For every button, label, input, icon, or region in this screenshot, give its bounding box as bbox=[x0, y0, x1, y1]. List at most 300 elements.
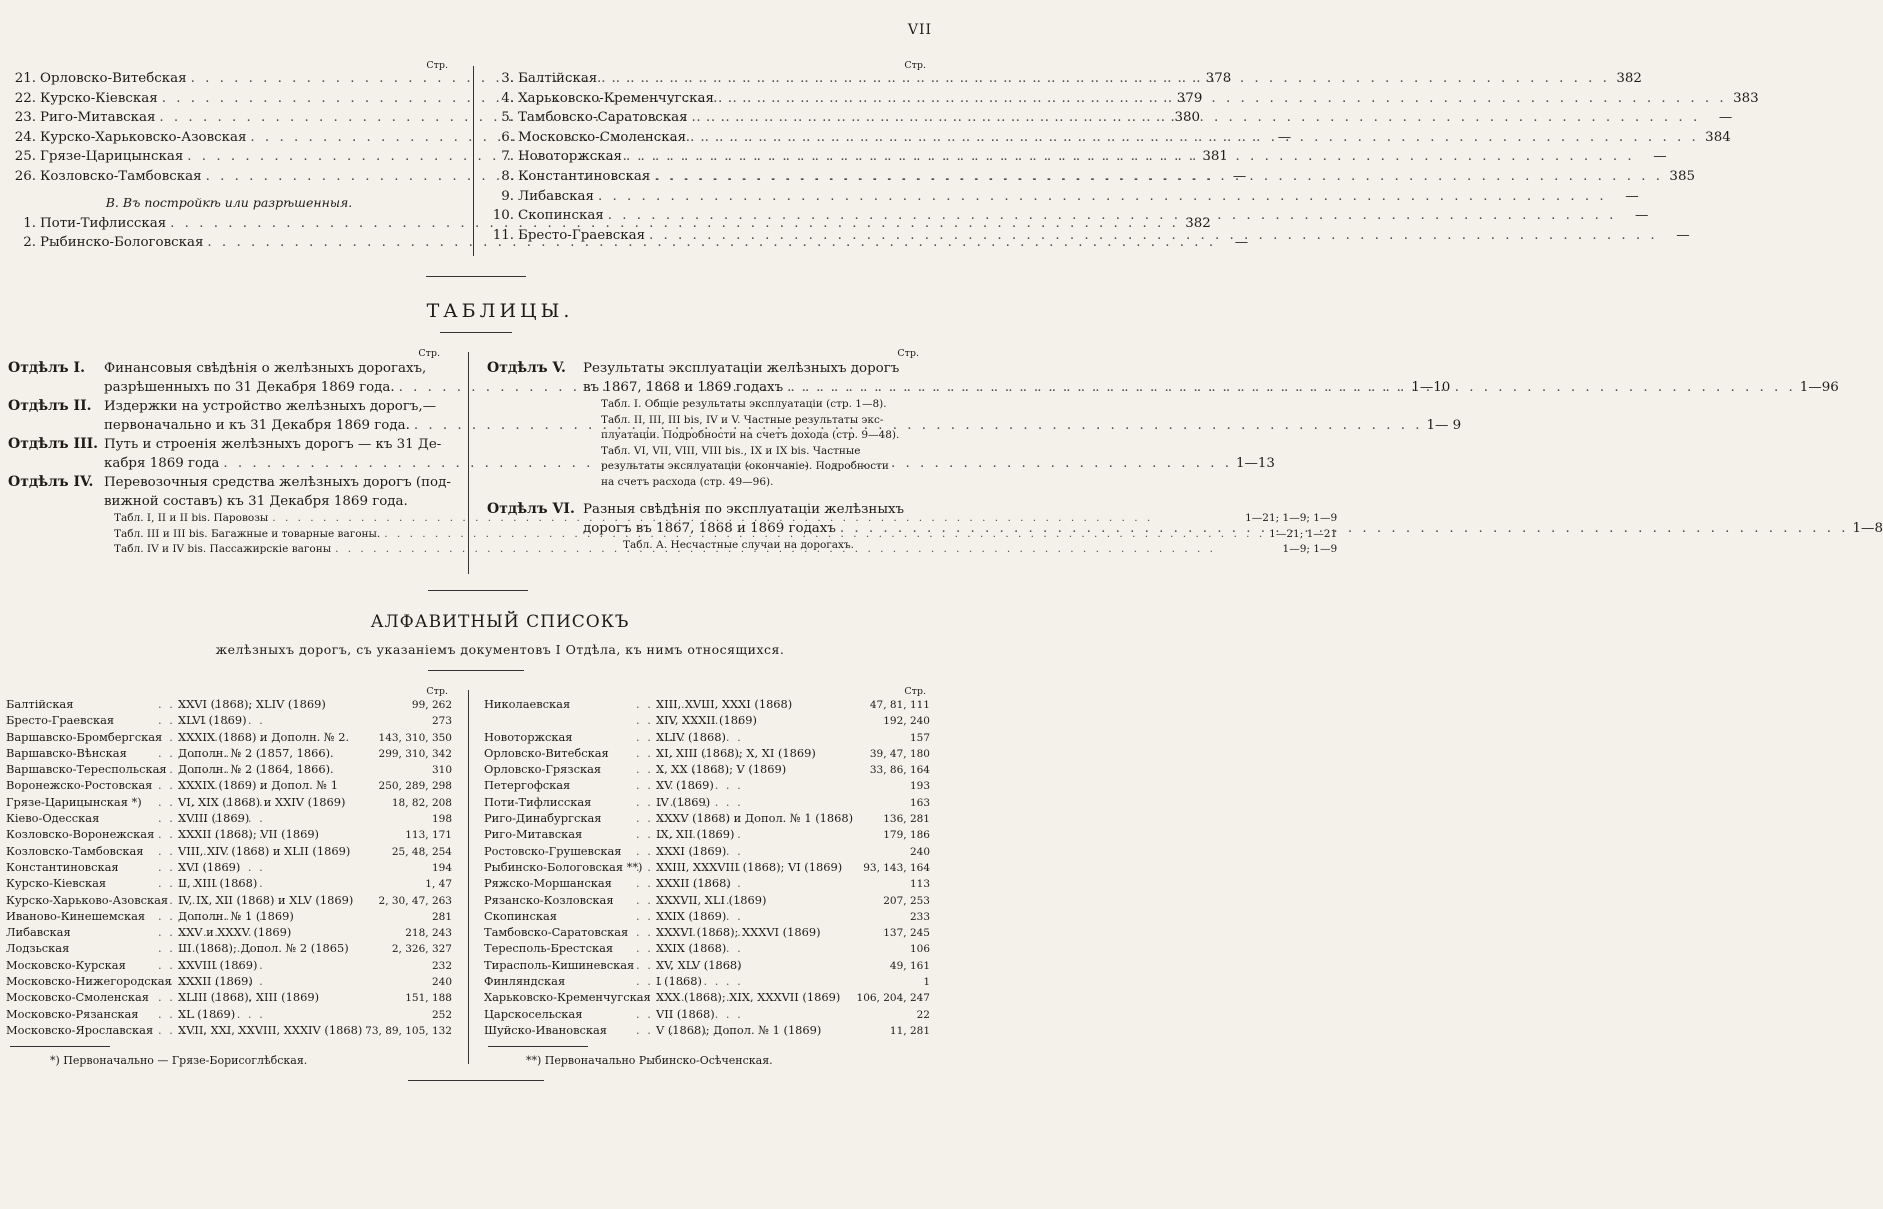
railway-name: Тамбовско-Саратовская bbox=[518, 110, 688, 126]
list-item bbox=[484, 129, 1731, 150]
page-refs: 137, 245 bbox=[883, 927, 930, 940]
leader-dots bbox=[636, 697, 656, 711]
list-item bbox=[484, 795, 930, 811]
document-refs: XIV, XXXII (1869) bbox=[656, 713, 757, 728]
list-item bbox=[484, 974, 930, 990]
railway-name: Ростовско-Грушевская bbox=[484, 843, 622, 858]
item-number: 23. bbox=[14, 110, 36, 126]
leader-dots bbox=[636, 876, 656, 890]
list-item bbox=[6, 713, 452, 729]
document-refs: XXVI (1868); XLIV (1869) bbox=[178, 697, 326, 711]
document-refs: III (1868); Допол. № 2 (1865) bbox=[178, 941, 349, 956]
leader-dots bbox=[158, 876, 178, 890]
list-item bbox=[484, 762, 930, 778]
otdel-5-line1: Результаты эксплуатаціи желѣзныхъ дорогъ bbox=[583, 361, 900, 376]
railway-name: Новоторжская bbox=[518, 149, 622, 165]
footnote-right: **) Первоначально Рыбинско-Осѣченская. bbox=[526, 1054, 773, 1067]
list-item bbox=[484, 1023, 930, 1039]
document-refs: VI, XIX (1868) и XXIV (1869) bbox=[178, 794, 346, 809]
leader-dots bbox=[158, 827, 178, 841]
alpha-left-rows bbox=[6, 697, 452, 1039]
railway-name: Московско-Курская bbox=[6, 957, 126, 972]
document-refs: XXXVII, XLI (1869) bbox=[656, 892, 767, 907]
page-refs: 49, 161 bbox=[889, 959, 930, 972]
railway-name: Козловско-Тамбовская bbox=[6, 843, 144, 858]
list-item bbox=[6, 876, 452, 892]
document-refs: XXV и XXXV (1869) bbox=[178, 925, 292, 940]
leader-dots bbox=[608, 208, 1617, 223]
alpha-title: АЛФАВИТНЫЙ СПИСОКЪ bbox=[370, 612, 630, 632]
page-refs: 240 bbox=[431, 976, 452, 989]
list-item bbox=[6, 844, 452, 860]
leader-dots bbox=[158, 941, 178, 955]
railway-name: Варшавско-Тереспольская bbox=[6, 762, 167, 777]
otdel-3-label: Отдѣлъ III. bbox=[8, 436, 99, 452]
leader-dots bbox=[158, 844, 178, 858]
page-refs: 25, 48, 254 bbox=[391, 845, 452, 858]
item-number: 2. bbox=[23, 235, 36, 251]
item-number: 22. bbox=[14, 90, 36, 106]
page-refs: 252 bbox=[431, 1008, 452, 1021]
otdel-6-line2: дорогъ въ 1867, 1868 и 1869 годахъ bbox=[583, 521, 836, 536]
page-refs: 179, 186 bbox=[883, 829, 930, 842]
list-item bbox=[484, 730, 930, 746]
item-number: 3. bbox=[501, 71, 514, 86]
page-refs: 22 bbox=[916, 1008, 930, 1021]
otdel-5-sub2b: плуатаціи. Подробности на счетъ дохода (стр. 9—48). bbox=[601, 429, 900, 441]
page-refs: 18, 82, 208 bbox=[391, 796, 452, 809]
document-refs: XIII, XVIII, XXXI (1868) bbox=[656, 697, 793, 711]
railway-name: Рыбинско-Бологовская bbox=[40, 235, 204, 251]
otdel-2-line2: первоначально и къ 31 Декабря 1869 года. bbox=[104, 418, 410, 433]
railway-name: Риго-Митавская bbox=[40, 110, 156, 126]
railway-name: Царскосельская bbox=[484, 1006, 583, 1021]
page-refs: 106 bbox=[909, 943, 930, 956]
leader-dots bbox=[636, 1023, 656, 1037]
leader-dots bbox=[158, 697, 178, 711]
list-item bbox=[6, 811, 452, 827]
leader-dots bbox=[158, 860, 178, 874]
leader-dots bbox=[158, 811, 178, 825]
document-refs: XXXI (1869) bbox=[656, 843, 727, 858]
item-number: 9. bbox=[501, 188, 514, 204]
otdel-4-line2: вижной составъ) къ 31 Декабря 1869 года. bbox=[104, 494, 408, 509]
page-refs: 11, 281 bbox=[889, 1024, 930, 1037]
page-refs: 99, 262 bbox=[411, 699, 452, 711]
otdel-2-label: Отдѣлъ II. bbox=[8, 398, 92, 414]
list-item bbox=[6, 795, 452, 811]
page-refs: 33, 86, 164 bbox=[869, 764, 930, 777]
list-item bbox=[484, 827, 930, 843]
page-ref: — bbox=[1234, 235, 1249, 251]
str-label: Стр. bbox=[418, 348, 440, 359]
otdel-3-line2: кабря 1869 года bbox=[104, 456, 220, 471]
document-refs: VII (1868) bbox=[656, 1006, 715, 1021]
railway-name: Московско-Смоленская bbox=[6, 990, 149, 1005]
leader-dots bbox=[158, 1007, 178, 1021]
railway-name: Курско-Кіевская bbox=[40, 90, 158, 106]
document-refs: I (1868) bbox=[656, 974, 702, 989]
item-number: 4. bbox=[501, 90, 514, 106]
list-item bbox=[484, 844, 930, 860]
document-refs: IV (1869) bbox=[656, 794, 711, 809]
railway-name: Финляндская bbox=[484, 974, 566, 989]
otdel-6-pages: 1—8 bbox=[1852, 521, 1883, 536]
title-underline bbox=[440, 332, 512, 333]
page-refs: 310 bbox=[431, 764, 452, 777]
railway-name: Иваново-Кинешемская bbox=[6, 908, 146, 923]
otdel-6-label: Отдѣлъ VI. bbox=[487, 501, 575, 517]
otdel-1-line2: разрѣшенныхъ по 31 Декабря 1869 года. bbox=[104, 380, 395, 395]
list-item bbox=[484, 958, 930, 974]
page-ref: — bbox=[1718, 110, 1733, 126]
document-refs: XV, XLV (1868) bbox=[656, 957, 742, 972]
list-item bbox=[484, 697, 930, 713]
otdel-4-sub1: Табл. I, II и II bis. Паровозы bbox=[114, 512, 269, 524]
str-label: Стр. bbox=[897, 348, 919, 359]
otdel-5-sub3a: Табл. VI, VII, VIII, VIII bis., IX и IX bis. Частные bbox=[601, 444, 861, 457]
leader-dots bbox=[636, 958, 656, 972]
leader-dots bbox=[626, 149, 1635, 164]
list-item bbox=[6, 909, 452, 925]
otdel-4-sub1-pages: 1—21; 1—9; 1—9 bbox=[1245, 512, 1338, 524]
footnote-left: *) Первоначально — Грязе-Борисоглѣбская. bbox=[50, 1054, 308, 1067]
railway-name: Курско-Кіевская bbox=[6, 876, 107, 891]
item-number: 11. bbox=[492, 227, 514, 243]
railway-name: Скопинская bbox=[518, 208, 604, 224]
railway-name: Риго-Митавская bbox=[484, 827, 583, 842]
page-ref: 382 bbox=[1616, 71, 1642, 86]
otdel-5-label: Отдѣлъ V. bbox=[487, 360, 566, 376]
list-item bbox=[6, 827, 452, 843]
page-refs: 136, 281 bbox=[883, 813, 930, 826]
railway-name: Балтійская bbox=[6, 697, 74, 711]
page-refs: 240 bbox=[909, 845, 930, 858]
item-number: 5. bbox=[501, 110, 514, 126]
list-item bbox=[484, 713, 930, 729]
document-refs: XXIII, XXXVIII (1868); VI (1869) bbox=[656, 859, 843, 874]
leader-dots bbox=[636, 893, 656, 907]
item-number: 25. bbox=[14, 149, 36, 165]
railway-name: Московско-Рязанская bbox=[6, 1006, 139, 1021]
otdel-4-line1: Перевозочныя средства желѣзныхъ дорогъ (под- bbox=[104, 475, 451, 490]
document-refs: XXXIX (1869) и Допол. № 1 bbox=[178, 778, 338, 793]
alpha-list-right bbox=[484, 686, 930, 1039]
list-item bbox=[6, 778, 452, 794]
railway-name: Тирасполь-Кишиневская bbox=[484, 957, 635, 972]
document-refs: XL (1869) bbox=[178, 1006, 236, 1021]
document-refs: IX, XII (1869) bbox=[656, 827, 735, 842]
leader-dots bbox=[654, 169, 1663, 184]
list-item bbox=[484, 893, 930, 909]
railway-name: Риго-Динабургская bbox=[484, 811, 602, 826]
list-item bbox=[6, 974, 452, 990]
page-refs: 113, 171 bbox=[405, 829, 452, 842]
otdel-3-line1: Путь и строенія желѣзныхъ дорогъ — къ 31 Де- bbox=[104, 437, 442, 452]
page-ref: 384 bbox=[1705, 129, 1731, 145]
page-refs: 194 bbox=[431, 861, 452, 874]
alpha-divider bbox=[468, 690, 469, 1064]
railway-name: Петергофская bbox=[484, 778, 571, 793]
railway-name: Козловско-Тамбовская bbox=[40, 168, 202, 184]
list-item bbox=[484, 746, 930, 762]
list-item bbox=[484, 941, 930, 957]
otdel-5-sub3c: на счетъ расхода (стр. 49—96). bbox=[601, 475, 774, 488]
railway-name: Рязанско-Козловская bbox=[484, 892, 614, 907]
document-refs: VIII, XIV (1868) и XLII (1869) bbox=[178, 843, 351, 858]
page-refs: 207, 253 bbox=[883, 894, 930, 907]
otdel-1-label: Отдѣлъ I. bbox=[8, 360, 85, 376]
page-refs: 2, 326, 327 bbox=[391, 943, 452, 956]
leader-dots bbox=[158, 958, 178, 972]
document-refs: Дополн. № 1 (1869) bbox=[178, 908, 294, 923]
leader-dots bbox=[636, 1007, 656, 1021]
railway-name: Грязе-Царицынская *) bbox=[6, 794, 142, 809]
otdel-6-line1: Разныя свѣдѣнія по эксплуатаціи желѣзныхъ bbox=[583, 502, 905, 517]
leader-dots bbox=[636, 860, 656, 874]
leader-dots bbox=[692, 110, 1701, 125]
document-refs: V (1868); Допол. № 1 (1869) bbox=[656, 1022, 822, 1037]
page-ref: 378 bbox=[1205, 71, 1232, 86]
page-refs: 39, 47, 180 bbox=[869, 747, 930, 760]
leader-dots bbox=[636, 990, 656, 1004]
list-item bbox=[484, 1007, 930, 1023]
item-number: 21. bbox=[14, 71, 36, 86]
document-refs: XXIX (1869) bbox=[656, 908, 727, 923]
document-refs: X, XX (1868); V (1869) bbox=[656, 762, 787, 777]
leader-dots bbox=[636, 925, 656, 939]
otdel-5-line2: въ 1867, 1868 и 1869 годахъ bbox=[583, 380, 784, 395]
document-refs: XVII, XXI, XXVIII, XXXIV (1868) bbox=[178, 1022, 363, 1037]
railway-name: Тамбовско-Саратовская bbox=[484, 925, 629, 940]
leader-dots bbox=[690, 130, 1699, 145]
railway-name: Курско-Харьковско-Азовская bbox=[40, 129, 247, 145]
str-label: Стр. bbox=[904, 60, 926, 71]
otdel-5-sub3b: результаты эксплуатаціи (окончаніе). Подробности bbox=[601, 460, 889, 472]
railway-name: Московско-Ярославская bbox=[6, 1022, 154, 1037]
leader-dots bbox=[636, 827, 656, 841]
document-refs: XLIII (1868), XIII (1869) bbox=[178, 990, 320, 1005]
document-refs: XXX (1868); XIX, XXXVII (1869) bbox=[656, 990, 841, 1005]
leader-dots bbox=[636, 795, 656, 809]
otdel-4-sub2: Табл. III и III bis. Багажные и товарные вагоны. bbox=[114, 527, 381, 540]
item-number: 26. bbox=[14, 168, 36, 184]
railway-name: Новоторжская bbox=[484, 729, 573, 744]
list-item bbox=[484, 990, 930, 1006]
railway-name: Балтійская bbox=[518, 71, 598, 86]
page-refs: 2, 30, 47, 263 bbox=[378, 894, 452, 907]
page-refs: 232 bbox=[431, 959, 452, 972]
list-item bbox=[6, 893, 452, 909]
otdel-6-sub1: Табл. А. Несчастные случаи на дорогахъ. bbox=[623, 539, 854, 551]
otdel-4-label: Отдѣлъ IV. bbox=[8, 474, 94, 490]
leader-dots bbox=[636, 811, 656, 825]
page-refs: 143, 310, 350 bbox=[378, 731, 452, 744]
document-refs: XVI (1869) bbox=[178, 859, 241, 874]
leader-dots bbox=[598, 189, 1607, 204]
document-refs: XXXII (1868) bbox=[656, 876, 731, 891]
leader-dots bbox=[158, 909, 178, 923]
document-refs: XXXVI (1868); XXXVI (1869) bbox=[656, 925, 821, 940]
list-item bbox=[6, 730, 452, 746]
leader-dots bbox=[158, 1023, 178, 1037]
alpha-subtitle: желѣзныхъ дорогъ, съ указаніемъ документовъ I Отдѣла, къ нимъ относящихся. bbox=[215, 642, 785, 657]
page-refs: 233 bbox=[909, 910, 930, 923]
railway-name: Воронежско-Ростовская bbox=[6, 778, 153, 793]
otdel-3-pages: 1—13 bbox=[1236, 456, 1275, 471]
otdel-4-sub3-pages: 1—9; 1—9 bbox=[1282, 543, 1338, 555]
alpha-list-left bbox=[6, 686, 452, 1039]
document-refs: XLIV (1868) bbox=[656, 729, 726, 744]
railway-name: Поти-Тифлисская bbox=[40, 215, 167, 231]
list-item bbox=[6, 925, 452, 941]
page-refs: 193 bbox=[909, 780, 930, 793]
list-item bbox=[6, 990, 452, 1006]
divider-rule bbox=[426, 276, 526, 277]
str-label: Стр. bbox=[426, 60, 448, 71]
leader-dots bbox=[158, 713, 178, 727]
railway-name: Скопинская bbox=[484, 908, 557, 923]
railway-name: Рыбинско-Бологовская **) bbox=[484, 859, 643, 874]
list-item bbox=[6, 697, 452, 713]
page-refs: 273 bbox=[431, 715, 452, 728]
leader-dots bbox=[649, 228, 1658, 243]
subtitle-underline bbox=[428, 670, 524, 671]
document-refs: II, XIII (1868) bbox=[178, 876, 258, 891]
railway-name: Орловско-Витебская bbox=[484, 745, 609, 760]
leader-dots bbox=[636, 746, 656, 760]
page-ref: 380 bbox=[1174, 110, 1201, 126]
leader-dots bbox=[158, 762, 178, 776]
railway-name: Николаевская bbox=[484, 697, 571, 711]
railway-name: Либавская bbox=[518, 188, 594, 204]
railway-name: Варшавско-Вѣнская bbox=[6, 745, 127, 760]
page-refs: 299, 310, 342 bbox=[378, 747, 452, 760]
otdel-2-line1: Издержки на устройство желѣзныхъ дорогъ,— bbox=[104, 399, 437, 414]
alpha-right-rows bbox=[484, 697, 930, 1039]
tables-divider bbox=[468, 352, 469, 574]
document-refs: XXIX (1868) bbox=[656, 941, 727, 956]
page-ref: — bbox=[1653, 149, 1667, 165]
tables-title: ТАБЛИЦЫ. bbox=[426, 300, 574, 322]
leader-dots bbox=[636, 909, 656, 923]
leader-dots bbox=[158, 974, 178, 988]
page-ref: — bbox=[1277, 129, 1292, 145]
page-refs: 113 bbox=[909, 878, 930, 891]
leader-dots bbox=[636, 762, 656, 776]
page-ref: 379 bbox=[1176, 90, 1203, 106]
item-number: 8. bbox=[501, 168, 514, 184]
page-number: VII bbox=[907, 22, 932, 38]
page-ref: 383 bbox=[1733, 90, 1759, 106]
leader-dots bbox=[158, 990, 178, 1004]
str-label: Стр. bbox=[904, 686, 926, 697]
page-refs: 198 bbox=[431, 813, 452, 826]
otdel-5-sub2a: Табл. II, III, III bis, IV и V. Частные результаты экс- bbox=[601, 413, 884, 426]
otdel-5-sub1: Табл. I. Общіе результаты эксплуатаціи (стр. 1—8). bbox=[601, 398, 887, 410]
page-refs: 106, 204, 247 bbox=[856, 992, 930, 1005]
list-item bbox=[6, 860, 452, 876]
railway-name: Кіево-Одесская bbox=[6, 811, 100, 826]
railway-name: Бресто-Граевская bbox=[6, 713, 115, 728]
footnote-rule bbox=[10, 1046, 110, 1047]
divider-rule bbox=[428, 590, 528, 591]
page-refs: 218, 243 bbox=[405, 927, 452, 940]
document-refs: XXVIII (1869) bbox=[178, 957, 258, 972]
list-item bbox=[484, 778, 930, 794]
otdel-2-pages: 1— 9 bbox=[1426, 418, 1462, 433]
railway-name: Козловско-Воронежская bbox=[6, 827, 155, 842]
railway-name: Константиновская bbox=[6, 859, 119, 874]
leader-dots bbox=[636, 974, 656, 988]
item-number: 10. bbox=[492, 208, 514, 224]
footnote-rule bbox=[488, 1046, 588, 1047]
leader-dots bbox=[158, 746, 178, 760]
railway-name: Тересполь-Брестская bbox=[484, 941, 614, 956]
railway-name: Ряжско-Моршанская bbox=[484, 876, 612, 891]
list-item bbox=[484, 168, 1695, 189]
page-refs: 157 bbox=[909, 731, 930, 744]
document-refs: XV (1869) bbox=[656, 778, 714, 793]
item-number: 1. bbox=[23, 215, 36, 231]
item-number: 7. bbox=[501, 149, 514, 165]
page-refs: 1, 47 bbox=[425, 878, 452, 891]
list-item bbox=[484, 925, 930, 941]
leader-dots bbox=[636, 778, 656, 792]
document-refs: XXXII (1869) bbox=[178, 974, 253, 989]
leader-dots bbox=[636, 730, 656, 744]
leader-dots bbox=[718, 91, 1727, 106]
railway-name: Орловско-Витебская bbox=[40, 71, 187, 86]
page-ref: — bbox=[1635, 208, 1649, 224]
otdel-5-pages: 1—96 bbox=[1799, 380, 1839, 395]
otdel-1-pages: 1—10 bbox=[1411, 380, 1451, 395]
column-divider bbox=[473, 66, 474, 256]
railway-name: Харьковско-Кременчугская bbox=[484, 990, 651, 1005]
otdel-1-line1: Финансовыя свѣдѣнія о желѣзныхъ дорогахъ, bbox=[104, 361, 427, 376]
railway-name: Московско-Смоленская bbox=[518, 129, 687, 145]
list-item bbox=[6, 746, 452, 762]
page-refs: 163 bbox=[909, 796, 930, 809]
document-refs: XVIII (1869) bbox=[178, 811, 250, 826]
page-refs: 73, 89, 105, 132 bbox=[365, 1024, 452, 1037]
leader-dots bbox=[636, 941, 656, 955]
railway-name: Поти-Тифлисская bbox=[484, 794, 592, 809]
bottom-rule bbox=[408, 1080, 544, 1081]
page-refs: 250, 289, 298 bbox=[378, 780, 452, 793]
page-refs: 1 bbox=[923, 976, 930, 989]
page-refs: 151, 188 bbox=[405, 992, 452, 1005]
page-ref: — bbox=[1625, 188, 1639, 204]
railway-name: Московско-Нижегородская bbox=[6, 974, 172, 989]
railway-name: Бресто-Граевская bbox=[518, 227, 646, 243]
leader-dots bbox=[636, 844, 656, 858]
list-item bbox=[6, 1007, 452, 1023]
page-ref: — bbox=[1676, 227, 1690, 243]
list-item bbox=[6, 762, 452, 778]
document-refs: XLVI (1869) bbox=[178, 713, 247, 728]
leader-dots bbox=[158, 795, 178, 809]
list-item bbox=[6, 1023, 452, 1039]
leader-dots bbox=[158, 925, 178, 939]
list-item bbox=[6, 958, 452, 974]
list-item bbox=[6, 941, 452, 957]
document-refs: XXXV (1868) и Допол. № 1 (1868) bbox=[656, 811, 854, 826]
railway-name: Либавская bbox=[6, 925, 71, 940]
page-refs: 192, 240 bbox=[883, 715, 930, 728]
list-item bbox=[484, 909, 930, 925]
list-item bbox=[484, 227, 1690, 248]
